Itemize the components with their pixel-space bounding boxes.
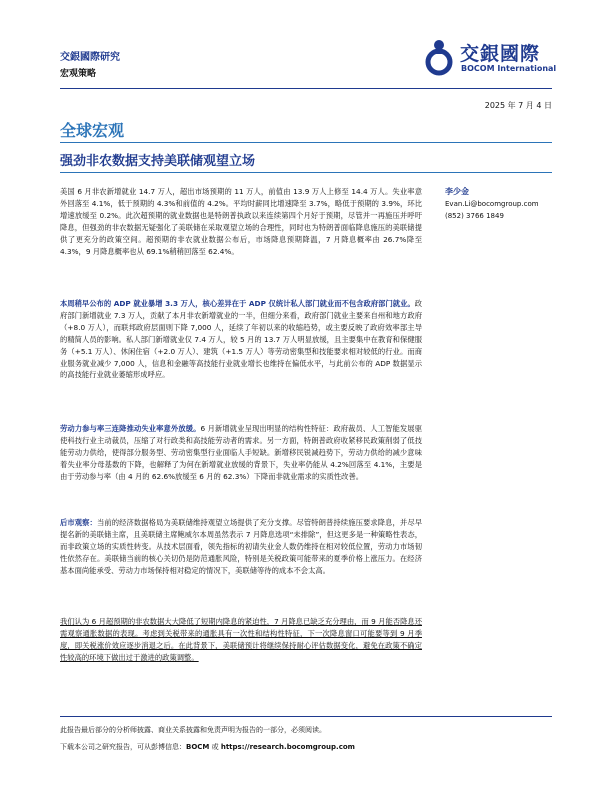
paragraph-participation — [60, 423, 422, 483]
paragraph-outlook — [60, 517, 422, 577]
paragraph-summary: 美国 6 月非农新增就业 14.7 万人，超出市场预期的 11 万人，前值由 13.9 万人上修至 14.4 万人。失业率意外回落至 4.1%，低于预期的 4.3%和前值的 4.2%。平均时薪同比增速降至 3.7%，略低于预期的 3.9%，环比增速放缓至 0.2%。此次超预期的就业数据也是特朗普执政以来连续第四个月好于预期，尽管并一再施压并呼吁降息，但强劲的非农数据无疑强化了美联储在采取观望立场的合理性，同时也为特朗普面临降息施压的美联储提供了更充分的政策空间。超预期的非农就业数据公布后，市场降息预期降温，7 月降息概率由 26.7%降至 4.3%，9 月降息概率也从 69.1%稍稍回落至 62.4%。 — [60, 187, 422, 256]
header-divider — [60, 88, 552, 89]
author-email[interactable]: Evan.Li@bocomgroup.com — [445, 200, 539, 208]
logo-chinese-name: 交銀國際 — [460, 43, 541, 65]
author-block — [445, 186, 555, 222]
footer-divider — [60, 716, 552, 717]
paragraph-adp-body: 政府部门新增就业 7.3 万人，贡献了本月非农新增就业的一半，但细分来看，政府部门就业主要来自州和地方政府（+8.0 万人），而联邦政府层面则下降 7,000 人，延续了年初以来的收缩趋势，或主要反映了政府效率部主导的精简人员的影响。私人部门新增就业仅 7.4 万人，较 5 月的 13.7 万人明显放缓，且主要集中在教育和保健服务（+5.1 万人）、休闲住宿（+2.0 万人）、建筑（+1.5 万人）等劳动密集型和技能要求相对较低的行业。而商业服务就业减少 7,000 人，信息和金融等高技能行业就业增长也维持在偏低水平，与此前公布的 ADP 数据显示的高技能行业就业萎缩形成呼应。 — [60, 299, 422, 380]
paragraph-conclusion: 我们认为 6 月超预期的非农数据大大降低了短期内降息的紧迫性，7 月降息已缺乏充分理由，而 9 月能否降息还需观察通胀数据的表现。考虑到关税带来的通胀具有一次性和结构性特征，下一次降息窗口可能要等到 9 月季度，即关税涨价效应逐步消退之后。在此背景下，美联储预计将继续保持耐心评估数据变化，避免在政策不确定性较高的环境下做出过于激进的政策调整。 — [60, 617, 422, 662]
report-category: 宏观策略 — [60, 69, 97, 79]
paragraph-adp-lead: 本周稍早公布的 ADP 就业暴增 3.3 万人，核心差异在于 ADP 仅统计私人部门就业而不包含政府部门就业。 — [60, 299, 415, 308]
title-divider-top — [60, 142, 552, 143]
paragraph-participation-lead: 劳动力参与率三连降推动失业率意外放缓。 — [60, 424, 201, 433]
section-title: 全球宏观 — [60, 121, 125, 140]
paragraph-outlook-lead: 后市观察： — [60, 518, 97, 527]
report-date: 2025 年 7 月 4 日 — [484, 101, 552, 110]
report-title: 强劲非农数据支持美联储观望立场 — [60, 154, 256, 169]
bocom-logo — [422, 38, 562, 78]
author-name: 李少金 — [445, 187, 469, 196]
org-name: 交銀國際研究 — [60, 52, 120, 63]
paragraph-outlook-body: 当前的经济数据格局为美联储维持观望立场提供了充分支撑。尽管特朗普持续施压要求降息，并尽早提名新的美联储主席，且美联储主席鲍威尔本周虽然表示 7 月降息选项“未排除”，但这更多是一种策略性表态，而非政策立场的实质性转变。从技术层面看，领先指标的初请失业金人数仍维持在相对较低位置，劳动力市场韧性依然存在。美联储当前的核心关切仍是防范通胀风险，特别是关税政策可能带来的夏季价格上涨压力。在经济基本面尚能承受、劳动力市场保持相对稳定的情况下，美联储等待的成本不会太高。 — [60, 518, 423, 575]
paragraph-adp — [60, 298, 422, 381]
footer-research-link[interactable]: https://research.bocomgroup.com — [220, 743, 355, 751]
footer-download-prefix: 下载本公司之研究报告，可从彭博信息： — [60, 743, 186, 751]
author-phone: (852) 3766 1849 — [445, 212, 504, 220]
footer-disclaimer: 此报告最后部分的分析师披露、商业关系披露和免责声明为报告的一部分，必须阅读。 — [60, 726, 326, 734]
paragraph-participation-body: 6 月新增就业呈现出明显的结构性特征：政府裁员、人工智能发展驱使科技行业主动裁员，压缩了对行政类和高技能劳动者的需求。另一方面，特朗普政府收紧移民政策削弱了低技能劳动力供给，使得部分服务型、劳动密集型行业面临人手短缺。新增移民锐减趋势下，劳动力供给的减少意味着失业率分母基数的下降，也解释了为何在新增就业放缓的背景下，失业率仍能从 4.2%回落至 4.1%，主要是由于劳动参与率（由 4 月的 62.6%放缓至 6 月的 62.3%）下降而非就业需求的实质性改善。 — [60, 424, 423, 481]
bocom-logo-icon — [422, 38, 456, 76]
footer-or: 或 — [209, 743, 221, 751]
footer-bloomberg-code: BOCM — [186, 743, 210, 751]
title-divider-bottom — [60, 172, 552, 173]
logo-english-name: BOCOM International — [461, 64, 557, 73]
footer-download — [60, 742, 355, 752]
